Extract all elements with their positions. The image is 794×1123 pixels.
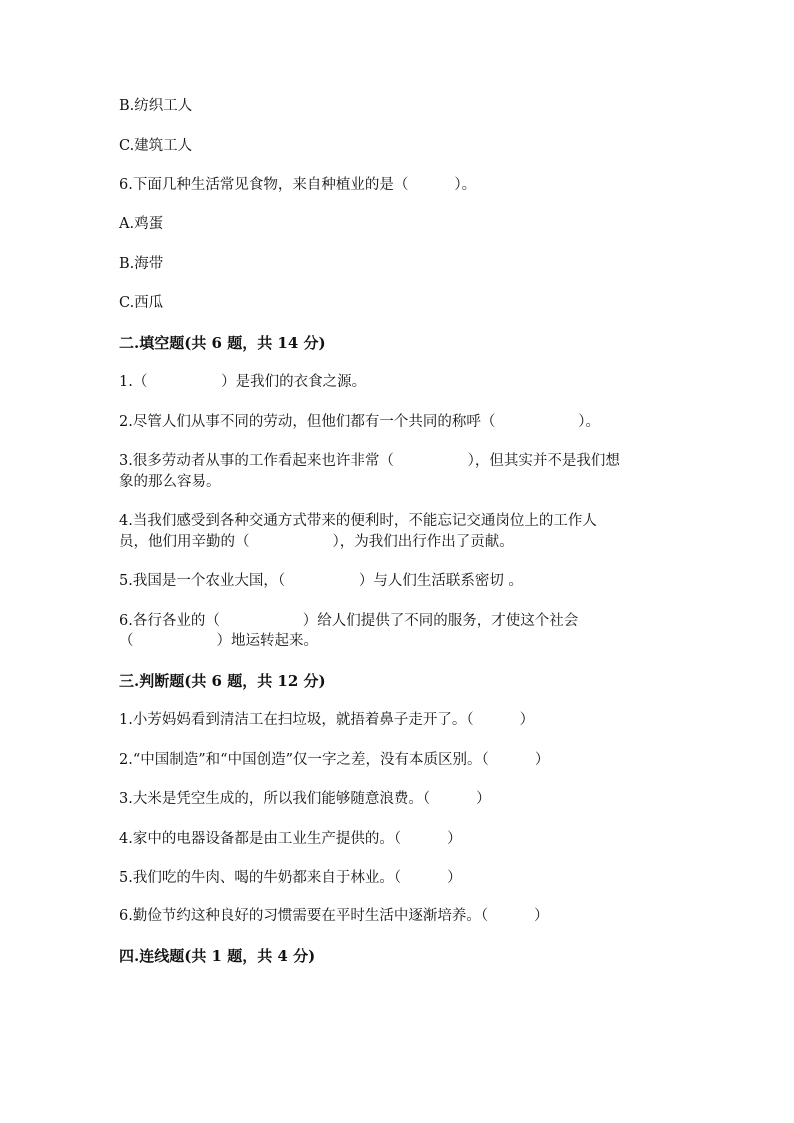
choice-option-c: C.西瓜 <box>119 295 164 311</box>
section-title-matching: 四.连线题(共 1 题，共 4 分) <box>119 947 316 965</box>
fill-question-1: 1.（ ）是我们的衣食之源。 <box>119 374 367 390</box>
judge-question-4: 4.家中的电器设备都是由工业生产提供的。（ ） <box>119 831 462 847</box>
fill-question-3-cont: 象的那么容易。 <box>119 474 221 490</box>
fill-question-6: 6.各行各业的（ ）给人们提供了不同的服务，才使这个社会 <box>119 613 579 629</box>
judge-question-1: 1.小芳妈妈看到清洁工在扫垃圾，就捂着鼻子走开了。（ ） <box>119 712 535 728</box>
fill-question-6-cont: （ ）地运转起来。 <box>119 633 318 649</box>
fill-question-3: 3.很多劳动者从事的工作看起来也许非常（ ），但其实并不是我们想 <box>119 453 620 469</box>
fill-question-4-cont: 员，他们用辛勤的（ ），为我们出行作出了贡献。 <box>119 534 514 550</box>
choice-option-b: B.海带 <box>119 256 164 272</box>
section-title-judgment: 三.判断题(共 6 题，共 12 分) <box>119 672 326 690</box>
fill-question-2: 2.尽管人们从事不同的劳动，但他们都有一个共同的称呼（ ）。 <box>119 414 601 430</box>
choice-question-6: 6.下面几种生活常见食物，来自种植业的是（ ）。 <box>119 177 477 193</box>
section-title-fill-blank: 二.填空题(共 6 题，共 14 分) <box>119 334 326 352</box>
judge-question-5: 5.我们吃的牛肉、喝的牛奶都来自于林业。（ ） <box>119 870 462 886</box>
judge-question-3: 3.大米是凭空生成的，所以我们能够随意浪费。（ ） <box>119 791 491 807</box>
choice-option-a: A.鸡蛋 <box>119 216 164 232</box>
fill-question-4: 4.当我们感受到各种交通方式带来的便利时，不能忘记交通岗位上的工作人 <box>119 513 597 529</box>
judge-question-2: 2.“中国制造”和“中国创造”仅一字之差，没有本质区别。（ ） <box>119 752 550 768</box>
fill-question-5: 5.我国是一个农业大国，（ ）与人们生活联系密切 。 <box>119 573 523 589</box>
choice-option-c: C.建筑工人 <box>119 138 193 154</box>
choice-option-b: B.纺织工人 <box>119 98 193 114</box>
judge-question-6: 6.勤俭节约这种良好的习惯需要在平时生活中逐渐培养。（ ） <box>119 908 549 924</box>
